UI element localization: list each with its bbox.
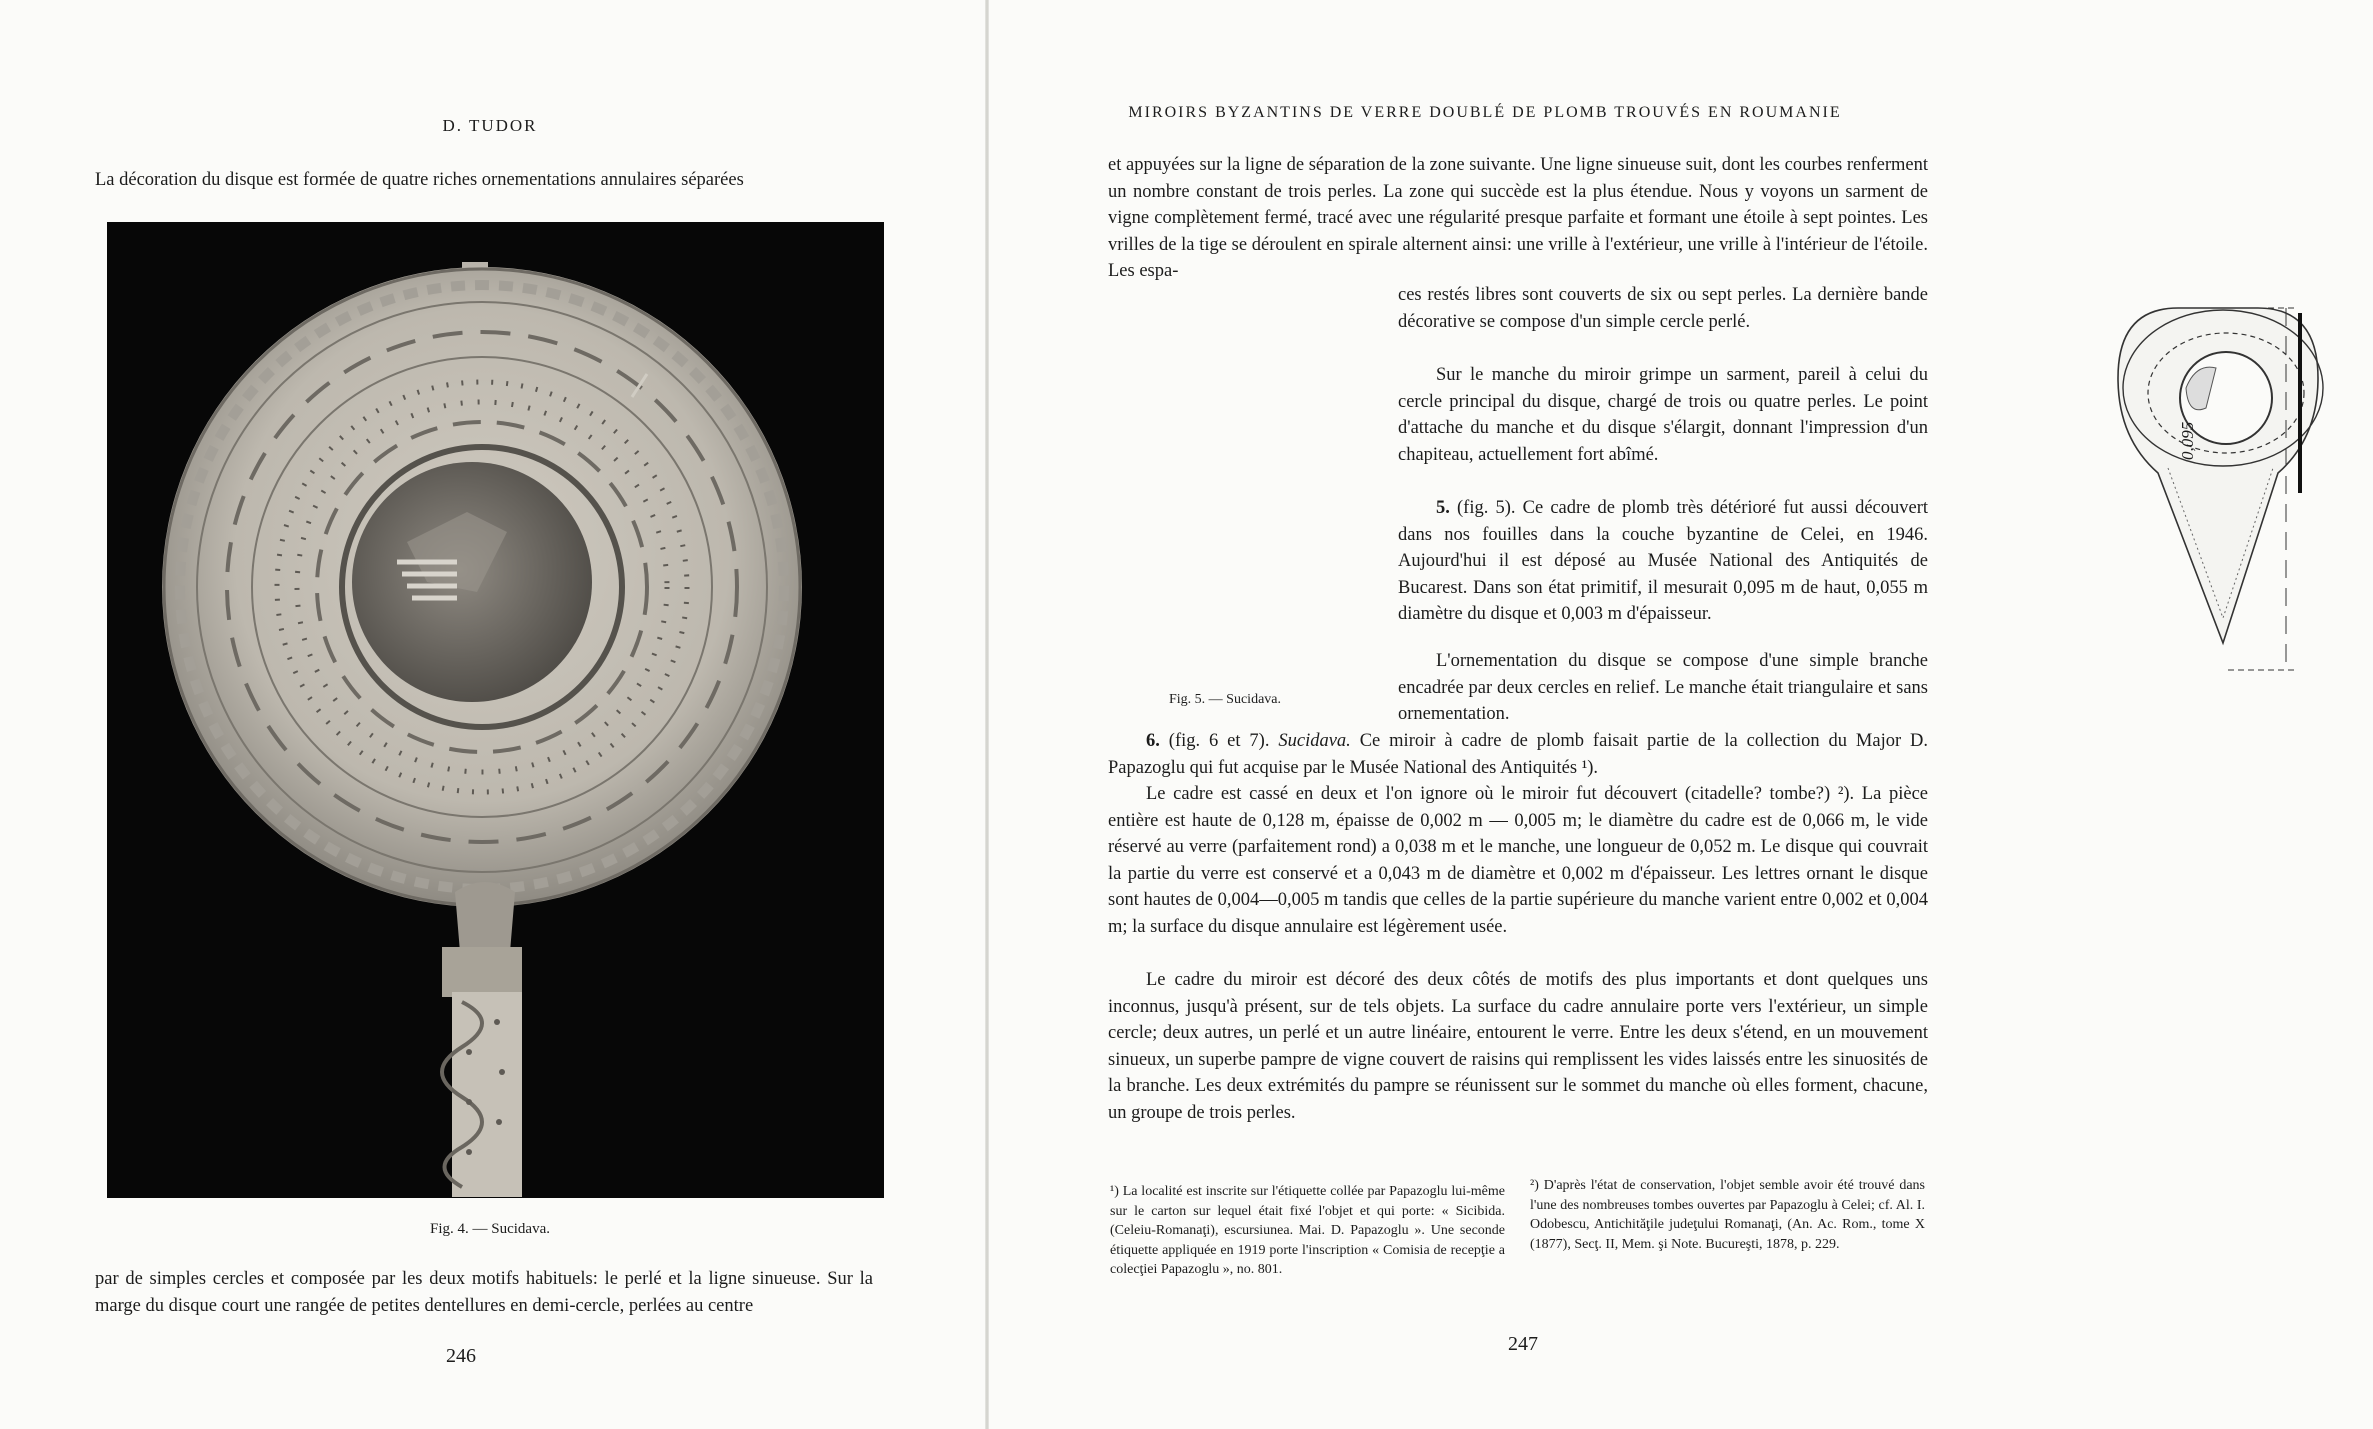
left-page xyxy=(0,0,990,1429)
cadre-paragraph: Le cadre est cassé en deux et l'on ignore où le miroir fut découvert (citadelle? tombe?) ²). La pièce entière est haute de 0,128 m, épaisse de 0,002 m — 0,005 m; le diamètre du cadre est de 0,066 m, le vide réservé au verre (parfaitement rond) a 0,038 m et le manche, une longueur de 0,052 m. Le disque qui couvrait la partie du verre est conservé et a 0,043 m de diamètre et 0,002 m d'épaisseur. Les lettres ornant le disque sont hautes de 0,004—0,005 m tandis que celles de la partie supérieure du manche varient entre 0,002 et 0,004 m; la surface du disque annulaire est légèrement usée. xyxy=(1108,784,1928,937)
item-6-place: Sucidava. xyxy=(1278,731,1351,751)
item-5-text: (fig. 5). Ce cadre de plomb très détérioré fut aussi découvert dans nos fouilles dans la couche byzantine de Celei, en 1946. Aujourd'hui il est déposé au Musée National des Antiquités de Bucarest. Dans son état primitif, il mesurait 0,095 m de haut, 0,055 m diamètre du disque et 0,003 m d'épaisseur. xyxy=(1398,498,1929,624)
item-6-ref: (fig. 6 et 7). xyxy=(1168,731,1270,751)
footnote-1: ¹) La localité est inscrite sur l'étiquette collée par Papazoglu lui-même sur le carton sur lequel était fixé l'objet et qui porte: « Sicibida. (Celeiu-Romanaţi), escursiunea. Mai. D. Papazoglu ». Une seconde étiquette appliquée en 1919 porte l'inscription « Comisia de recepţie a colecţiei Papazoglu », no. 801. xyxy=(1110,1184,1505,1277)
item-5-number: 5. xyxy=(1436,498,1450,518)
side-paragraph-4: L'ornementation du disque se compose d'une simple branche encadrée par deux cercles en relief. Le manche était triangulaire et sans ornementation. xyxy=(1398,651,1928,724)
footnote-2: ²) D'après l'état de conservation, l'objet semble avoir été trouvé dans l'une des nombreuses tombes ouvertes par Papazoglu à Celei; cf. Al. I. Odobescu, Antichităţile judeţului Romanaţi, (An. Ac. Rom., tome X (1877), Secţ. II, Mem. şi Note. Bucureşti, 1878, p. 229. xyxy=(1530,1178,1925,1252)
figure-4-caption: Fig. 4. — Sucidava. xyxy=(430,1221,550,1237)
figure-5-drawing xyxy=(2108,298,2373,676)
drawing-dimension-label: 0,095 xyxy=(2178,421,2197,460)
item-6-paragraph xyxy=(1108,728,1928,781)
book-gutter xyxy=(985,0,989,1429)
running-head-left: D. TUDOR xyxy=(442,116,538,135)
page-number-left: 246 xyxy=(446,1345,476,1367)
decor-paragraph: Le cadre du miroir est décoré des deux côtés de motifs des plus importants et dont quelques uns inconnus, jusqu'à présent, sur de tels objets. La surface du cadre annulaire porte vers l'extérieur, un simple cercle; deux autres, un perlé et un autre linéaire, entourent le verre. Entre les deux s'étend, en un mouvement sinueux, un superbe pampre de vigne couvert de raisins qui remplissent les vides laissés entre les sinuosités de la branche. Les deux extrémités du pampre se réunissent sur le sommet du manche où elles forment, chacune, un groupe de trois perles. xyxy=(1108,970,1928,1123)
item-6-text: Ce miroir à cadre de plomb faisait partie de la collection du Major D. Papazoglu qui fut acquise par le Musée National des Antiquités ¹). xyxy=(1108,731,1929,778)
side-paragraph-2: Sur le manche du miroir grimpe un sarment, pareil à celui du cercle principal du disque, chargé de trois ou quatre perles. Le point d'attache du manche et du disque s'élargit, donnant l'impression d'un chapiteau, actuellement fort abîmé. xyxy=(1398,365,1928,465)
right-page xyxy=(990,0,2197,1429)
mirror-photograph xyxy=(107,222,884,1198)
running-head-right: MIROIRS BYZANTINS DE VERRE DOUBLÉ DE PLOMB TROUVÉS EN ROUMANIE xyxy=(1128,104,1842,121)
figure-5-caption: Fig. 5. — Sucidava. xyxy=(1169,692,1281,707)
mirror-disc-image xyxy=(107,222,884,1198)
right-top-paragraph: et appuyées sur la ligne de séparation de la zone suivante. Une ligne sinueuse suit, dont les courbes renferment un nombre constant de trois perles. La zone qui succède est la plus étendue. Nous y voyons un sarment de vigne complètement fermé, tracé avec une régularité presque parfaite et formant une étoile à sept pointes. Les vrilles de la tige se déroulent en spirale alternent ainsi: une vrille à l'extérieur, une vrille à l'intérieur de l'étoile. Les espa- xyxy=(1108,155,1928,281)
item-6-number: 6. xyxy=(1146,731,1160,751)
side-paragraph-1: ces restés libres sont couverts de six ou sept perles. La dernière bande décorative se compose d'un simple cercle perlé. xyxy=(1398,285,1928,332)
page-number-right: 247 xyxy=(1508,1333,1538,1355)
left-continuation: par de simples cercles et composée par les deux motifs habituels: le perlé et la ligne sinueuse. Sur la marge du disque court une rangée de petites dentellures en demi-cercle, perlées au centre xyxy=(95,1269,873,1316)
intro-line: La décoration du disque est formée de quatre riches ornementations annulaires séparées xyxy=(95,170,744,190)
item-5-paragraph xyxy=(1398,495,1928,628)
